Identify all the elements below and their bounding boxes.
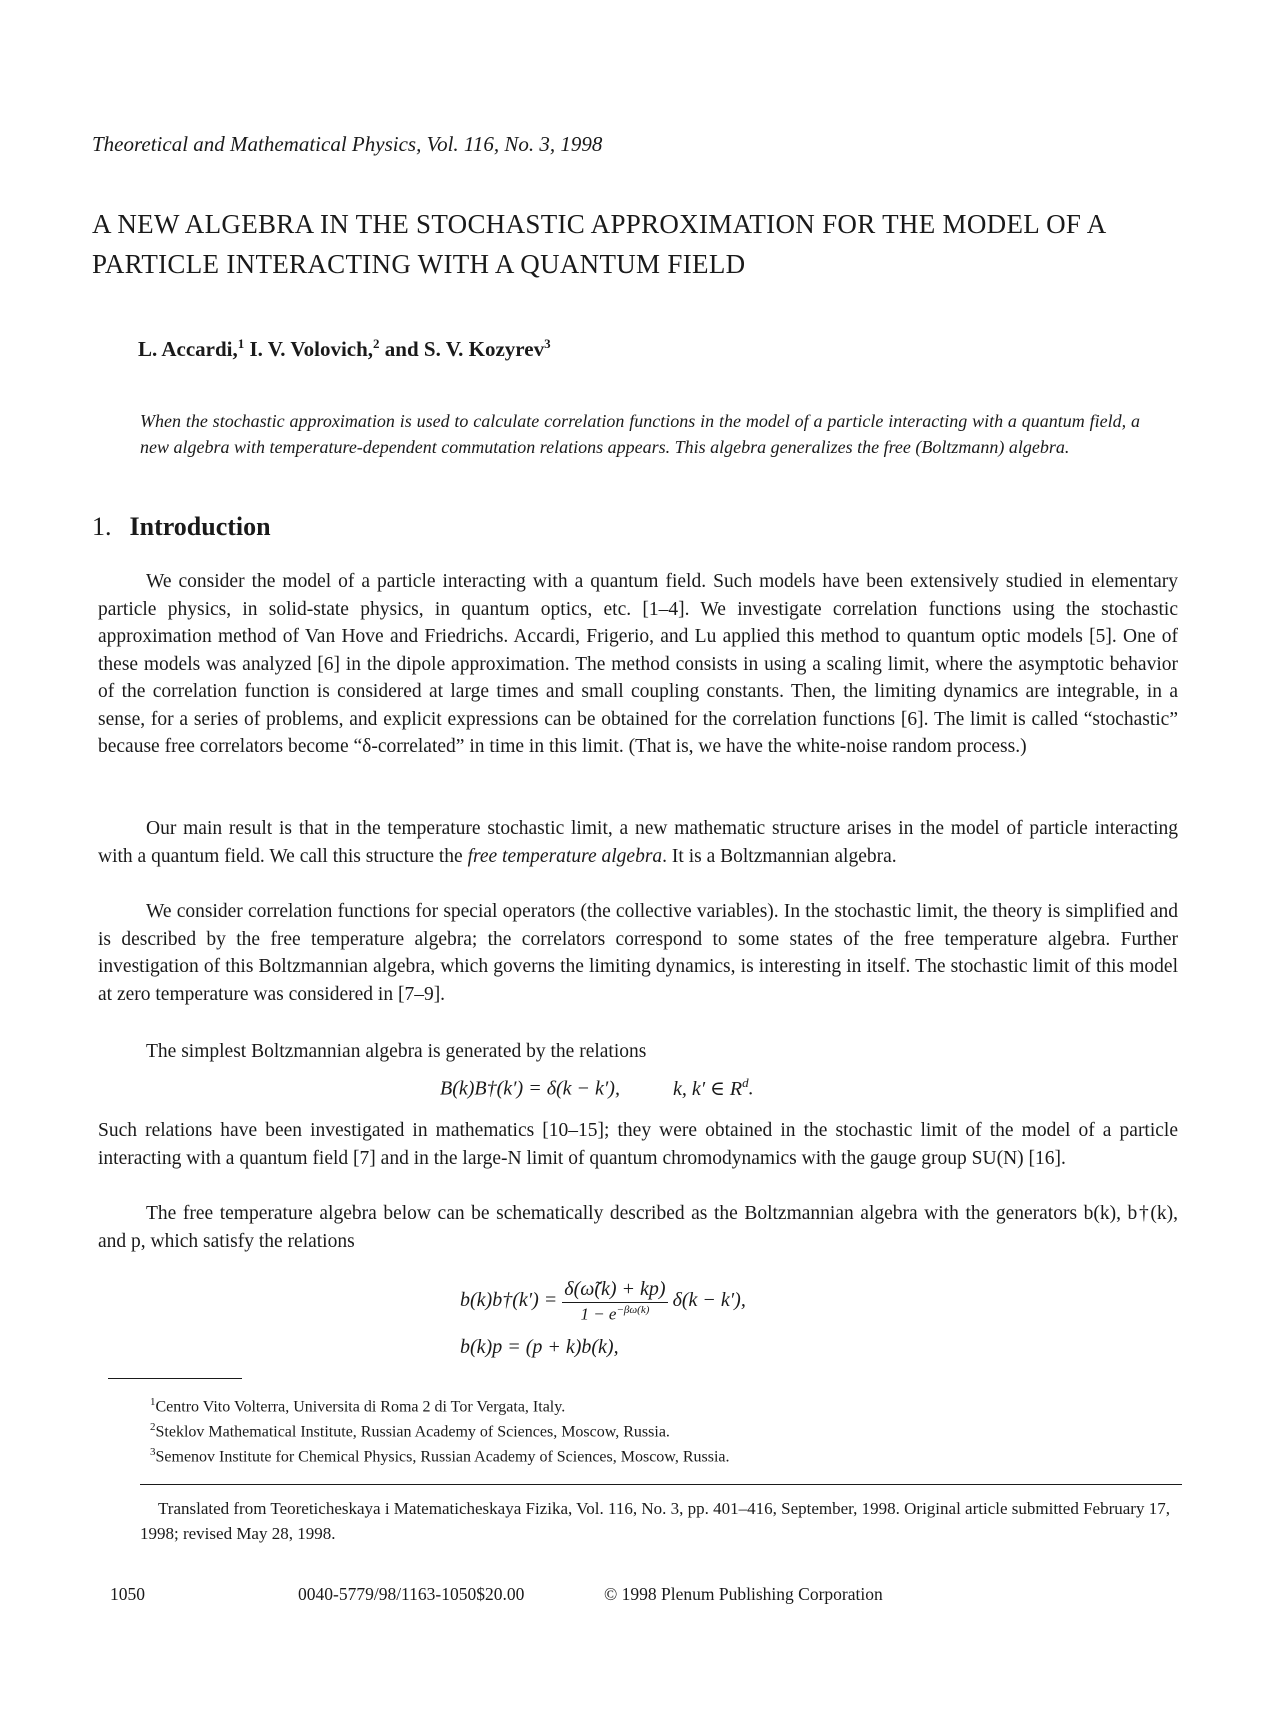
paragraph-2-text-a: Our main result is that in the temperature stochastic limit, a new mathematic structure arises in the model of particle interacting with a quantum field. We call this structure the [98,818,1178,867]
paragraph-5: Such relations have been investigated in mathematics [10–15]; they were obtained in the stochastic limit of the model of a particle interacting with a quantum field [7] and in the large-N limit of quantum chromodynamics with the gauge group SU(N) [16]. [98,1120,1178,1169]
translation-rule [140,1484,1182,1485]
equation-2 [460,1278,746,1325]
paragraph-3: We consider correlation functions for special operators (the collective variables). In the stochastic limit, the theory is simplified and is described by the free temperature algebra; the correlators correspond to some states of the free temperature algebra. Further investigation of this Boltzmannian algebra, which governs the limiting dynamics, is interesting in itself. The stochastic limit of this model at zero temperature was considered in [7–9]. [98,901,1178,1005]
equation-2-fraction [562,1278,667,1325]
author-kozyrev: S. V. Kozyrev [423,337,545,361]
author-and: and [384,337,419,361]
footnote-3 [150,1446,730,1466]
equation-2-den-base: 1 − e [580,1304,617,1324]
equation-2-numerator: δ(ω̃(k) + kp) [562,1278,667,1303]
footnote-2-mark: 2 [150,1421,156,1433]
paper-title: A NEW ALGEBRA IN THE STOCHASTIC APPROXIMATION FOR THE MODEL OF A PARTICLE INTERACTING WITH A QUANTUM FIELD [92,209,1106,279]
equation-2-lhs: b(k)b†(k′) = [460,1288,558,1311]
equation-1-sup: d [742,1075,749,1090]
author-accardi: L. Accardi, [138,337,238,361]
translation-note: Translated from Teoreticheskaya i Matematicheskaya Fizika, Vol. 116, No. 3, pp. 401–416, September, 1998. Original article submitted February 17, 1998; revised May 28, 1998. [140,1499,1170,1543]
footnote-1-mark: 1 [150,1396,156,1408]
abstract: When the stochastic approximation is used to calculate correlation functions in the model of a particle interacting with a quantum field, a new algebra with temperature-dependent commutation relations appears. This algebra generalizes the free (Boltzmann) algebra. [140,411,1140,457]
equation-2-rhs: δ(k − k′), [672,1288,746,1311]
section-number: 1. [92,512,112,541]
paragraph-4: The simplest Boltzmannian algebra is generated by the relations [146,1041,647,1062]
paragraph-2-emphasis: free temperature algebra [467,845,663,867]
footnote-1-text: Centro Vito Volterra, Universita di Roma 2 di Tor Vergata, Italy. [155,1398,566,1416]
equation-1-rhs: k, k′ ∈ R [672,1077,743,1100]
equation-1 [440,1075,754,1101]
equation-3: b(k)p = (p + k)b(k), [460,1336,619,1358]
article-code: 0040-5779/98/1163-1050$20.00 [298,1584,525,1604]
copyright-notice: © 1998 Plenum Publishing Corporation [604,1584,883,1604]
author-list [138,336,551,362]
author-mark-1: 1 [237,336,245,351]
author-volovich: I. V. Volovich, [249,337,374,361]
footnote-3-text: Semenov Institute for Chemical Physics, Russian Academy of Sciences, Moscow, Russia. [155,1448,730,1466]
journal-header: Theoretical and Mathematical Physics, Vol. 116, No. 3, 1998 [92,132,603,156]
author-mark-3: 3 [544,336,551,351]
page-number: 1050 [110,1584,145,1604]
paragraph-6: The free temperature algebra below can be schematically described as the Boltzmannian algebra with the generators b(k), b†(k), and p, which satisfy the relations [98,1203,1178,1252]
section-title: Introduction [129,512,271,541]
footnote-3-mark: 3 [150,1446,156,1458]
equation-2-denominator [562,1303,667,1325]
paragraph-1: We consider the model of a particle interacting with a quantum field. Such models have been extensively studied in elementary particle physics, in solid-state physics, in quantum optics, etc. [1–4]. We investigate correlation functions using the stochastic approximation method of Van Hove and Friedrichs. Accardi, Frigerio, and Lu applied this method to quantum optic models [5]. One of these models was analyzed [6] in the dipole approximation. The method consists in using a scaling limit, where the asymptotic behavior of the correlation function is considered at large times and small coupling constants. Then, the limiting dynamics are integrable, in a sense, for a series of problems, and explicit expressions can be obtained for the correlation functions [6]. The limit is called “stochastic” because free correlators become “δ-correlated” in time in this limit. (That is, we have the white-noise random process.) [98,571,1178,757]
author-mark-2: 2 [373,336,380,351]
paragraph-2-text-b: . It is a Boltzmannian algebra. [662,845,897,867]
footnote-1 [150,1396,565,1416]
equation-1-lhs: B(k)B†(k′) = δ(k − k′), [440,1077,620,1100]
footnote-rule [108,1378,242,1379]
footnote-2 [150,1421,670,1441]
equation-2-den-exp: −βω(k) [616,1304,650,1316]
equation-1-end: . [748,1077,754,1100]
footnote-2-text: Steklov Mathematical Institute, Russian Academy of Sciences, Moscow, Russia. [155,1423,670,1441]
paragraph-2 [98,815,1178,870]
section-heading [92,512,271,542]
